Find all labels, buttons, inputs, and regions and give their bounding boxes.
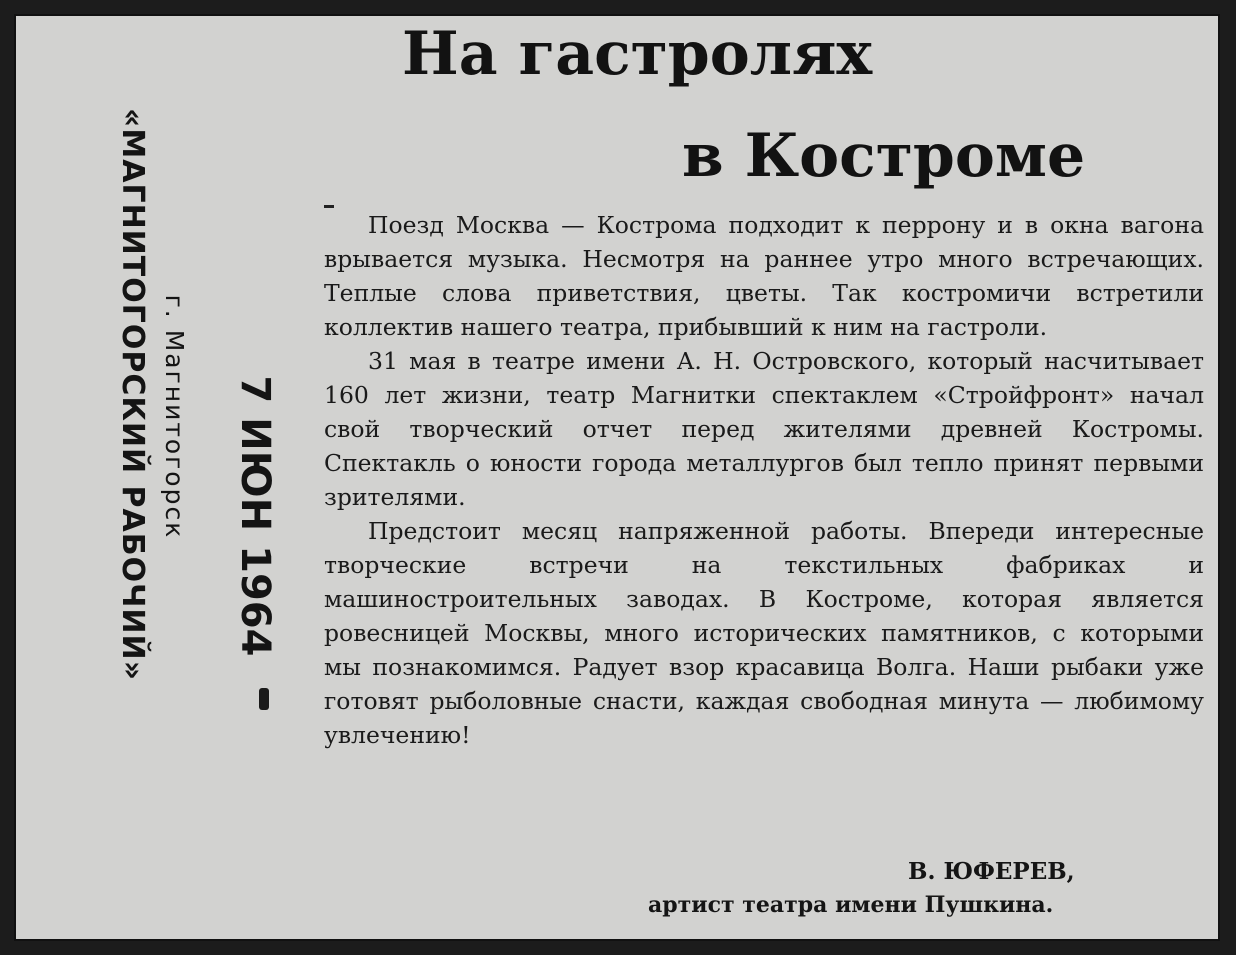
article-title-line-2: в Костроме (682, 121, 1086, 191)
author-role: артист театра имени Пушкина. (648, 892, 1054, 918)
date-stamp: 7 ИЮН 1964 (232, 375, 278, 657)
article-paragraph: 31 мая в театре имени А. Н. Островского, который насчитывает 160 лет жизни, театр Магнитки спектаклем «Стройфронт» начал свой творческий отчет перед жителями древней Костромы. Спектакль о юности города металлургов был тепло принят первыми зрителями. (324, 347, 1204, 511)
article-paragraph: Поезд Москва — Кострома подходит к перрону и в окна вагона врывается музыка. Несмотря на раннее утро много встречающих. Теплые слова приветствия, цветы. Так костромичи встретили коллектив нашего театра, прибывший к ним на гастроли. (324, 211, 1204, 341)
stamp-dot (259, 688, 269, 710)
article-paragraph: Предстоит месяц напряженной работы. Впереди интересные творческие встречи на текстильных фабриках и машиностроительных заводах. В Костроме, которая является ровесницей Москвы, много исторических памятников, с которыми мы познакомимся. Радует взор красавица Волга. Наши рыбаки уже готовят рыболовные снасти, каждая свободная минута — любимому увлечению! (324, 517, 1204, 749)
article-body (324, 208, 1204, 752)
newspaper-name-stamp: «МАГНИТОГОРСКИЙ РАБОЧИЙ» (115, 108, 150, 681)
author-name: В. ЮФЕРЕВ, (908, 858, 1075, 885)
newspaper-clipping (14, 14, 1220, 941)
city-stamp: г. Магнитогорск (160, 294, 189, 540)
article-title-line-1: На гастролях (402, 19, 873, 89)
